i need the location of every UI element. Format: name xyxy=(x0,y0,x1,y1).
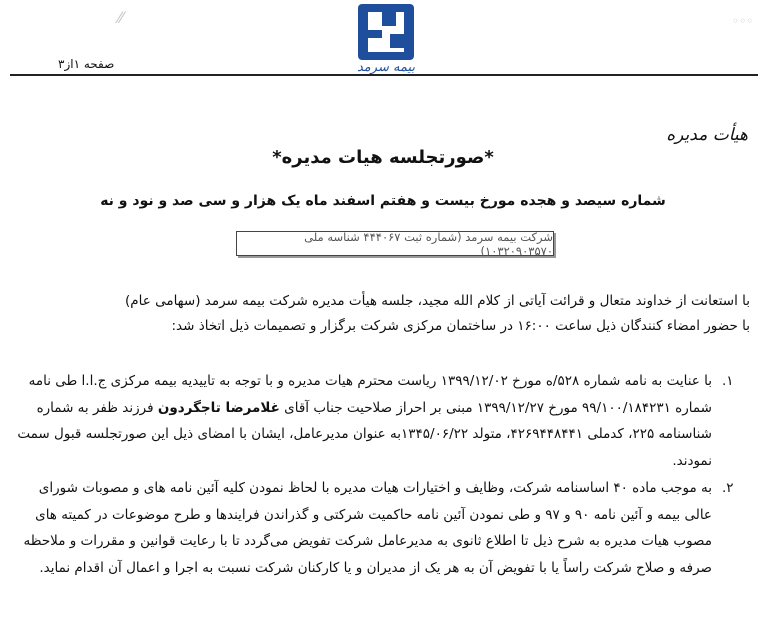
page-number: صفحه ۱از۳ xyxy=(58,57,115,71)
resolution-list xyxy=(14,368,752,581)
item-text: به موجب ماده ۴۰ اساسنامه شرکت، وظایف و اختیارات هیات مدیره با لحاظ نمودن کلیه آئین نامه های و مصوبات شورای عالی بیمه و آئین نامه ۹۰ و ۹۷ و طی نمودن آئین نامه حاکمیت شرکتی و گذراندن فرایندها و طرح موضوعات در کمیته های مصوب هیات مدیره به شرح ذیل تا اطلاع ثانوی به مدیرعامل شرکت تفویض می‌گردد تا با رعایت قوانین و مقررات و ملاحظه صرفه و صلاح شرکت راساً یا با تفویض آن به هر یک از مدیران و یا کارکنان شرکت نسبت به اجرا و اعمال آن اقدام نماید. xyxy=(23,480,712,576)
logo-caption: بیمه سرمد xyxy=(356,60,415,75)
list-item xyxy=(14,475,752,581)
item-text: با عنایت به نامه شماره ۵۲۸/ه مورخ ۱۳۹۹/۱۲/۰۲ ریاست محترم هیات مدیره و با توجه به تاییدیه بیمه مرکزی ج.ا.ا طی نامه شماره ۹۹/۱۰۰/۱۸۴۲۳۱ مورخ ۱۳۹۹/۱۲/۲۷ مبنی بر احراز صلاحیت جناب آقای xyxy=(28,373,712,416)
intro-line: با حضور امضاء کنندگان ذیل ساعت ۱۶:۰۰ در ساختمان مرکزی شرکت برگزار و تصمیمات ذیل اتخاذ شد: xyxy=(171,318,750,334)
header-divider xyxy=(10,74,758,76)
intro-line: با استعانت از خداوند متعال و قرائت آیاتی از کلام الله مجید، جلسه هیأت مدیره شرکت بیمه سرمد (سهامی عام) xyxy=(125,293,750,309)
registration-box xyxy=(236,231,554,256)
document-subtitle: شماره سیصد و هجده مورخ بیست و هفتم اسفند ماه یک هزار و سی صد و نود و نه xyxy=(100,193,666,209)
item-text: فرزند ظفر به شماره شناسنامه ۲۲۵، کدملی ۴۲۶۹۴۴۸۴۴۱، متولد ۱۳۴۵/۰۶/۲۲به عنوان مدیرعامل، ایشان با امضای ذیل این صورتجلسه قبول سمت نمودند. xyxy=(17,399,712,469)
item-number: ۱. xyxy=(722,373,734,389)
ceo-name: غلامرضا تاجگردون xyxy=(157,399,280,416)
list-item xyxy=(14,368,752,474)
scan-stain: ⁄⁄ xyxy=(118,8,124,27)
intro-paragraph xyxy=(14,289,750,339)
scan-stain: ◦◦◦ xyxy=(732,14,754,28)
registration-text: شرکت بیمه سرمد (شماره ثبت ۴۴۴۰۶۷ شناسه ملی ۱۰۳۲۰۹۰۳۵۷۰) xyxy=(304,229,553,258)
bimeh-sarmad-logo-icon xyxy=(358,4,414,60)
board-label: هیأت مدیره xyxy=(666,125,748,145)
item-number: ۲. xyxy=(722,480,734,496)
document-title: *صورتجلسه هیات مدیره* xyxy=(272,147,494,168)
